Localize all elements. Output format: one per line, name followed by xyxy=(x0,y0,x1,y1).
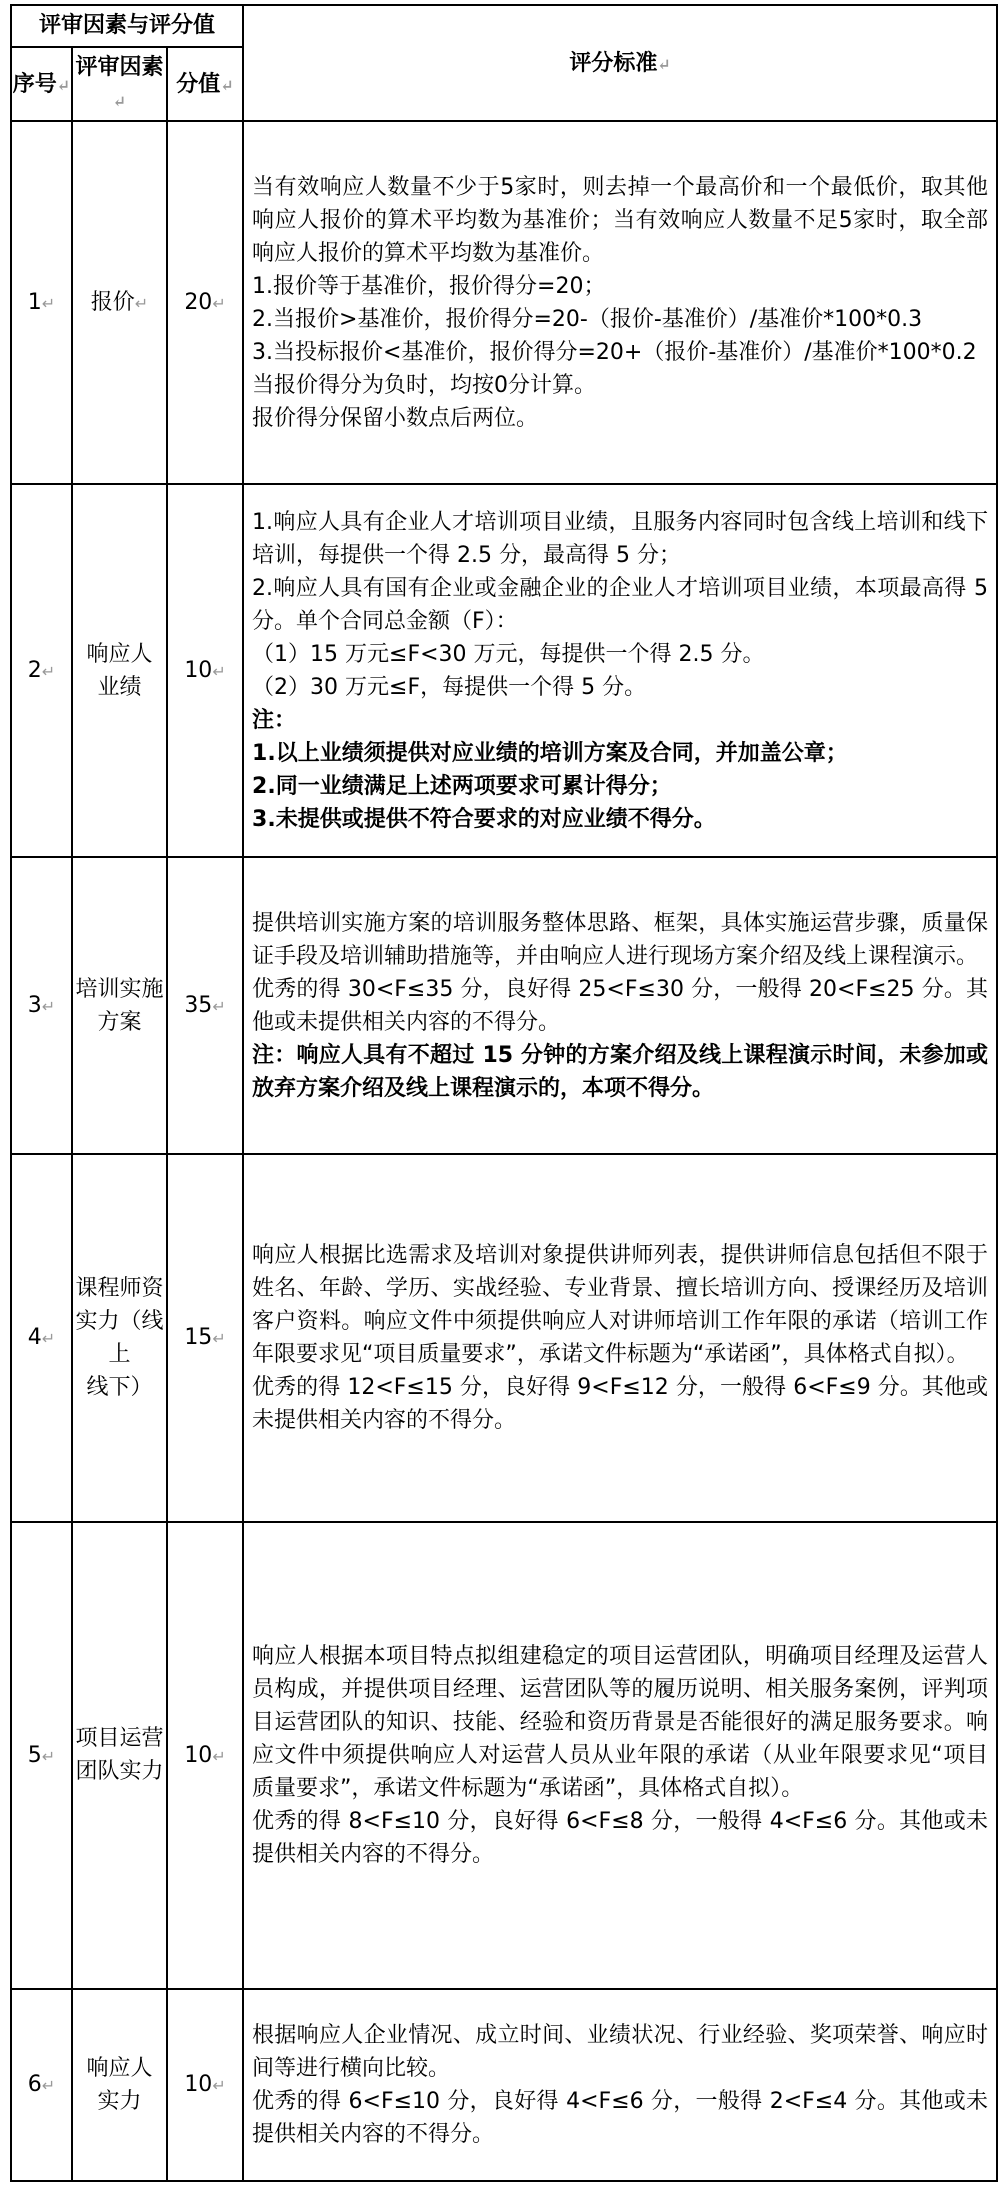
row-factor: 响应人 业绩 xyxy=(72,484,167,857)
header-seq: 序号↵ xyxy=(11,47,72,122)
criteria-line: 2.当报价>基准价，报价得分=20-（报价-基准价）/基准价*100*0.3 xyxy=(252,306,923,332)
row-seq: 2↵ xyxy=(11,484,72,857)
criteria-line: 优秀的得 8<F≤10 分，良好得 6<F≤8 分，一般得 4<F≤6 分。其他或未提供相关内容的不得分。 xyxy=(252,1808,989,1867)
note-line: 1.以上业绩须提供对应业绩的培训方案及合同，并加盖公章； xyxy=(252,740,848,766)
criteria-line: 当报价得分为负时，均按0分计算。 xyxy=(252,372,597,398)
criteria-line: 当有效响应人数量不少于5家时，则去掉一个最高价和一个最低价，取其他响应人报价的算术平均数为基准价；当有效响应人数量不足5家时，取全部响应人报价的算术平均数为基准价。 xyxy=(252,174,989,266)
criteria-line: 2.响应人具有国有企业或金融企业的企业人才培训项目业绩，本项最高得 5 分。单个合同总金额（F）： xyxy=(252,575,989,634)
table-row xyxy=(11,121,997,483)
criteria-line: 1.响应人具有企业人才培训项目业绩，且服务内容同时包含线上培训和线下培训，每提供一个得 2.5 分，最高得 5 分； xyxy=(252,509,989,568)
criteria-line: 优秀的得 30<F≤35 分，良好得 25<F≤30 分，一般得 20<F≤25 分。其他或未提供相关内容的不得分。 xyxy=(252,976,989,1035)
table-row xyxy=(11,484,997,857)
header-score: 分值↵ xyxy=(167,47,243,122)
criteria-line: 响应人根据本项目特点拟组建稳定的项目运营团队，明确项目经理及运营人员构成，并提供项目经理、运营团队等的履历说明、相关服务案例，评判项目运营团队的知识、技能、经验和资历背景是否能很好的满足服务要求。响应文件中须提供响应人对运营人员从业年限的承诺（从业年限要求见“项目质量要求”，承诺文件标题为“承诺函”，具体格式自拟）。 xyxy=(252,1643,989,1801)
row-factor: 课程师资 实力（线上 线下） xyxy=(72,1154,167,1522)
header-criteria: 评分标准↵ xyxy=(243,5,997,121)
row-seq: 6↵ xyxy=(11,1989,72,2181)
table-row xyxy=(11,1522,997,1989)
criteria-line: 优秀的得 12<F≤15 分，良好得 9<F≤12 分，一般得 6<F≤9 分。其他或未提供相关内容的不得分。 xyxy=(252,1374,989,1433)
row-factor: 项目运营 团队实力 xyxy=(72,1522,167,1989)
criteria-line: （1）15 万元≤F<30 万元，每提供一个得 2.5 分。 xyxy=(252,641,765,667)
row-score: 35↵ xyxy=(167,857,243,1154)
row-factor: 报价↵ xyxy=(72,121,167,483)
note-line: 3.未提供或提供不符合要求的对应业绩不得分。 xyxy=(252,806,716,832)
row-factor: 培训实施 方案 xyxy=(72,857,167,1154)
table-row xyxy=(11,1989,997,2181)
row-criteria xyxy=(243,1154,997,1522)
note-line: 注：响应人具有不超过 15 分钟的方案介绍及线上课程演示时间，未参加或放弃方案介绍及线上课程演示的，本项不得分。 xyxy=(252,1042,989,1101)
row-criteria xyxy=(243,484,997,857)
header-group: 评审因素与评分值 xyxy=(11,5,243,47)
criteria-line: 3.当投标报价<基准价，报价得分=20+（报价-基准价）/基准价*100*0.2 xyxy=(252,339,977,365)
criteria-line: 提供培训实施方案的培训服务整体思路、框架，具体实施运营步骤，质量保证手段及培训辅助措施等，并由响应人进行现场方案介绍及线上课程演示。 xyxy=(252,910,989,969)
criteria-line: 根据响应人企业情况、成立时间、业绩状况、行业经验、奖项荣誉、响应时间等进行横向比较。 xyxy=(252,2022,989,2081)
table-row xyxy=(11,1154,997,1522)
row-score: 10↵ xyxy=(167,484,243,857)
table-row xyxy=(11,857,997,1154)
row-criteria xyxy=(243,1989,997,2181)
row-seq: 5↵ xyxy=(11,1522,72,1989)
row-criteria xyxy=(243,121,997,483)
row-score: 20↵ xyxy=(167,121,243,483)
criteria-line: 1.报价等于基准价，报价得分=20； xyxy=(252,273,606,299)
note-line: 注： xyxy=(252,707,297,733)
criteria-line: （2）30 万元≤F，每提供一个得 5 分。 xyxy=(252,674,647,700)
row-score: 10↵ xyxy=(167,1989,243,2181)
criteria-line: 报价得分保留小数点后两位。 xyxy=(252,405,539,431)
row-seq: 1↵ xyxy=(11,121,72,483)
header-factor: 评审因素↵ xyxy=(72,47,167,122)
note-line: 2.同一业绩满足上述两项要求可累计得分； xyxy=(252,773,672,799)
criteria-line: 优秀的得 6<F≤10 分，良好得 4<F≤6 分，一般得 2<F≤4 分。其他或未提供相关内容的不得分。 xyxy=(252,2088,989,2147)
row-factor: 响应人 实力 xyxy=(72,1989,167,2181)
row-criteria xyxy=(243,857,997,1154)
row-seq: 3↵ xyxy=(11,857,72,1154)
row-score: 10↵ xyxy=(167,1522,243,1989)
scoring-table xyxy=(10,4,998,2182)
criteria-line: 响应人根据比选需求及培训对象提供讲师列表，提供讲师信息包括但不限于姓名、年龄、学历、实战经验、专业背景、擅长培训方向、授课经历及培训客户资料。响应文件中须提供响应人对讲师培训工作年限的承诺（培训工作年限要求见“项目质量要求”，承诺文件标题为“承诺函”，具体格式自拟）。 xyxy=(252,1242,989,1367)
row-criteria xyxy=(243,1522,997,1989)
row-score: 15↵ xyxy=(167,1154,243,1522)
row-seq: 4↵ xyxy=(11,1154,72,1522)
